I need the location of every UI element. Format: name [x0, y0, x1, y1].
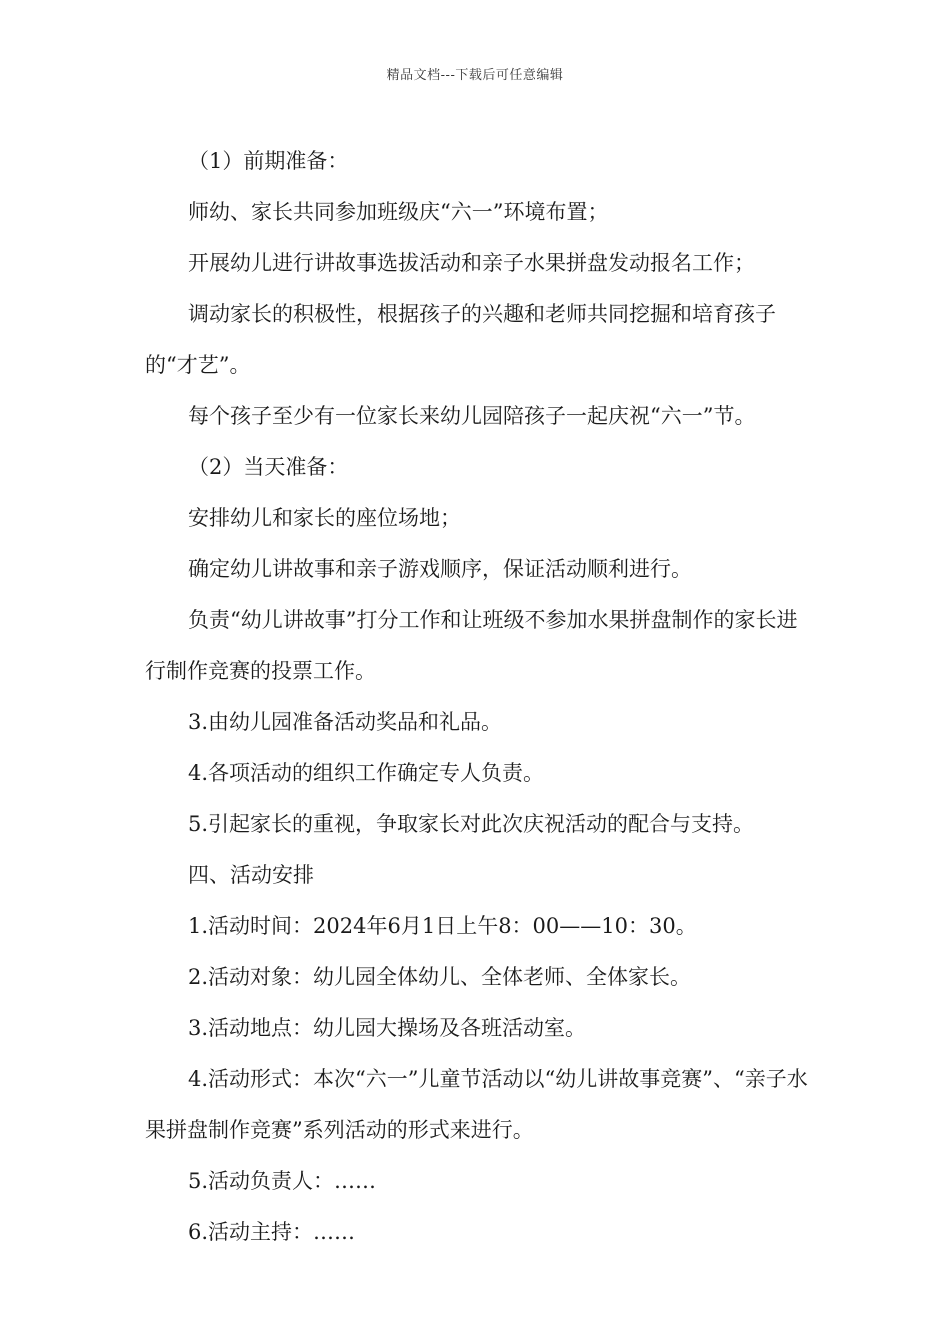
paragraph: 1.活动时间：2024年6月1日上午8：00——10：30。: [188, 914, 697, 938]
paragraph: 负责“幼儿讲故事”打分工作和让班级不参加水果拼盘制作的家长进行制作竞赛的投票工作。: [145, 608, 798, 683]
paragraph: 5.活动负责人：……: [188, 1169, 377, 1193]
paragraph: 3.由幼儿园准备活动奖品和礼品。: [188, 710, 503, 734]
paragraph: 开展幼儿进行讲故事选拔活动和亲子水果拼盘发动报名工作；: [188, 251, 755, 275]
document-body: [145, 136, 810, 1258]
paragraph: 确定幼儿讲故事和亲子游戏顺序，保证活动顺利进行。: [188, 557, 692, 581]
paragraph: 6.活动主持：……: [188, 1220, 356, 1244]
paragraph: 3.活动地点：幼儿园大操场及各班活动室。: [188, 1016, 587, 1040]
paragraph: （1）前期准备：: [188, 149, 349, 173]
paragraph: 5.引起家长的重视，争取家长对此次庆祝活动的配合与支持。: [188, 812, 755, 836]
paragraph: 调动家长的积极性，根据孩子的兴趣和老师共同挖掘和培育孩子的“才艺”。: [145, 302, 776, 377]
paragraph: 安排幼儿和家长的座位场地；: [188, 506, 461, 530]
section-heading: 四、活动安排: [188, 863, 314, 887]
page-header: 精品文档---下载后可任意编辑: [386, 68, 564, 83]
paragraph: 4.各项活动的组织工作确定专人负责。: [188, 761, 545, 785]
paragraph: 4.活动形式：本次“六一”儿童节活动以“幼儿讲故事竞赛”、“亲子水果拼盘制作竞赛”系列活动的形式来进行。: [145, 1067, 808, 1142]
paragraph: 2.活动对象：幼儿园全体幼儿、全体老师、全体家长。: [188, 965, 692, 989]
paragraph: （2）当天准备：: [188, 455, 349, 479]
paragraph: 每个孩子至少有一位家长来幼儿园陪孩子一起庆祝“六一”节。: [188, 404, 756, 428]
paragraph: 师幼、家长共同参加班级庆“六一”环境布置；: [188, 200, 609, 224]
